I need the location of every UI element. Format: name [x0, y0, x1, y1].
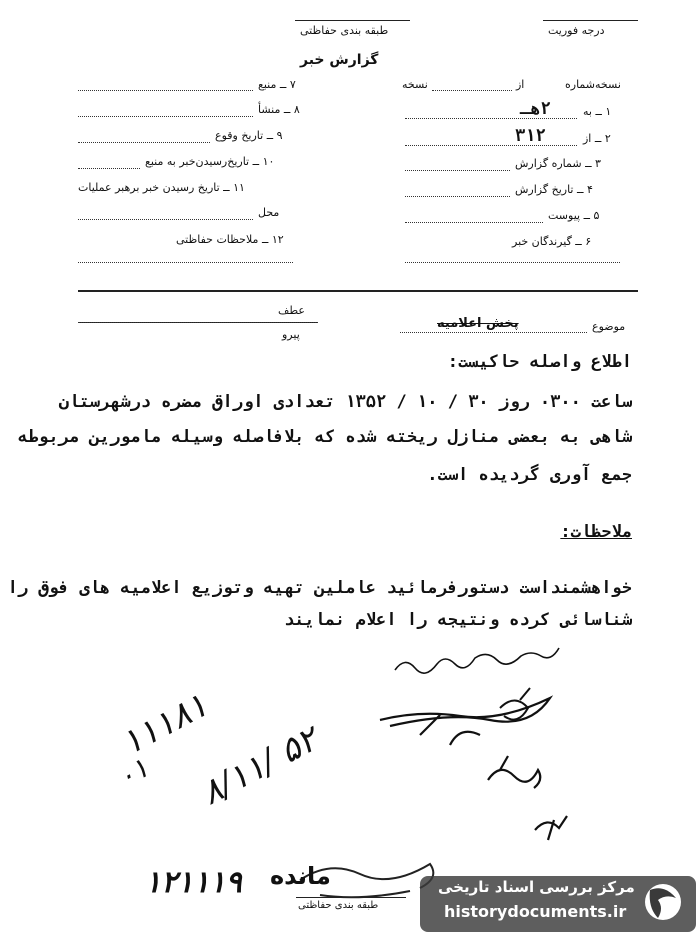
- field-label-report-date: ۴ ــ تاریخ گزارش: [515, 183, 593, 196]
- field-label-recipients: ۶ ــ گیرندگان خبر: [512, 235, 592, 248]
- stamp-word: مانده: [270, 862, 331, 890]
- handwritten-note-2: ۰۱: [112, 750, 155, 795]
- copy-label: نسخه: [402, 78, 428, 91]
- form-title: گزارش خبر: [300, 52, 379, 68]
- field-label-event-date: ۹ ــ تاریخ وقوع: [215, 129, 283, 142]
- classification-label: طبقه بندی حفاظتی: [300, 24, 389, 37]
- handwritten-note-1: ۱۱۱۸۱: [115, 685, 215, 764]
- footer-classification-label: طبقه بندی حفاظتی: [298, 900, 379, 911]
- ref-label: عطف: [278, 304, 305, 317]
- copy-number-label: نسخه‌شماره: [565, 78, 621, 91]
- field-label-news-to-leader-date: ۱۱ ــ تاریخ رسیدن خبر برهبر عملیات: [78, 181, 245, 194]
- field-label-from: ۲ ــ از: [583, 132, 611, 145]
- handwritten-note-3: ۸/۱۱/ ۵۲: [195, 719, 325, 814]
- field-value-to: ۲هـ: [520, 99, 551, 119]
- urgency-label: درجه فوریت: [548, 24, 605, 37]
- body-line-1: ساعت ۰۳۰۰ روز ۳۰ / ۱۰ / ۱۳۵۲ تعدادی اوراق مضره درشهرستان: [58, 392, 632, 412]
- body-line-3: جمع آوری گردیده است.: [427, 465, 632, 485]
- field-label-report-no: ۳ ــ شماره گزارش: [515, 157, 601, 170]
- field-label-to: ۱ ــ به: [583, 105, 612, 118]
- subject-value: پخش اعلامیه: [437, 316, 519, 331]
- follow-label: پیرو: [282, 328, 300, 341]
- field-label-attachment: ۵ ــ پیوست: [548, 209, 600, 222]
- body-heading: اطلاع واصله حاکیست:: [447, 352, 632, 372]
- field-value-from: ۳۱۲: [515, 126, 546, 146]
- remarks-line-1: خواهشمنداست دستورفرمائید عاملین تهیه وتوزیع اعلامیه های فوق را: [7, 578, 632, 598]
- watermark-name: مرکز بررسی اسناد تاریخی: [438, 878, 635, 896]
- subject-label: موضوع: [592, 320, 626, 333]
- field-label-place: محل: [258, 206, 280, 219]
- stamp-number: ۱۲۱۱۱۹: [145, 865, 242, 900]
- body-line-2: شاهی به بعضی منازل ریخته شده که بلافاصله وسیله مامورین مربوطه: [17, 427, 632, 447]
- field-label-news-to-source-date: ۱۰ ــ تاریخ‌رسیدن‌خبر به منبع: [145, 155, 275, 168]
- field-label-source: ۷ ــ منبع: [258, 78, 296, 91]
- remarks-heading: ملاحظات:: [560, 522, 632, 542]
- watermark-url[interactable]: historydocuments.ir: [444, 902, 627, 921]
- copy-of-label: از: [516, 78, 525, 91]
- remarks-line-2: شناسائی کرده ونتیجه را اعلام نمایند: [284, 610, 632, 630]
- field-label-security-notes: ۱۲ ــ ملاحظات حفاظتی: [176, 233, 284, 246]
- field-label-origin: ۸ ــ منشأ: [258, 103, 300, 116]
